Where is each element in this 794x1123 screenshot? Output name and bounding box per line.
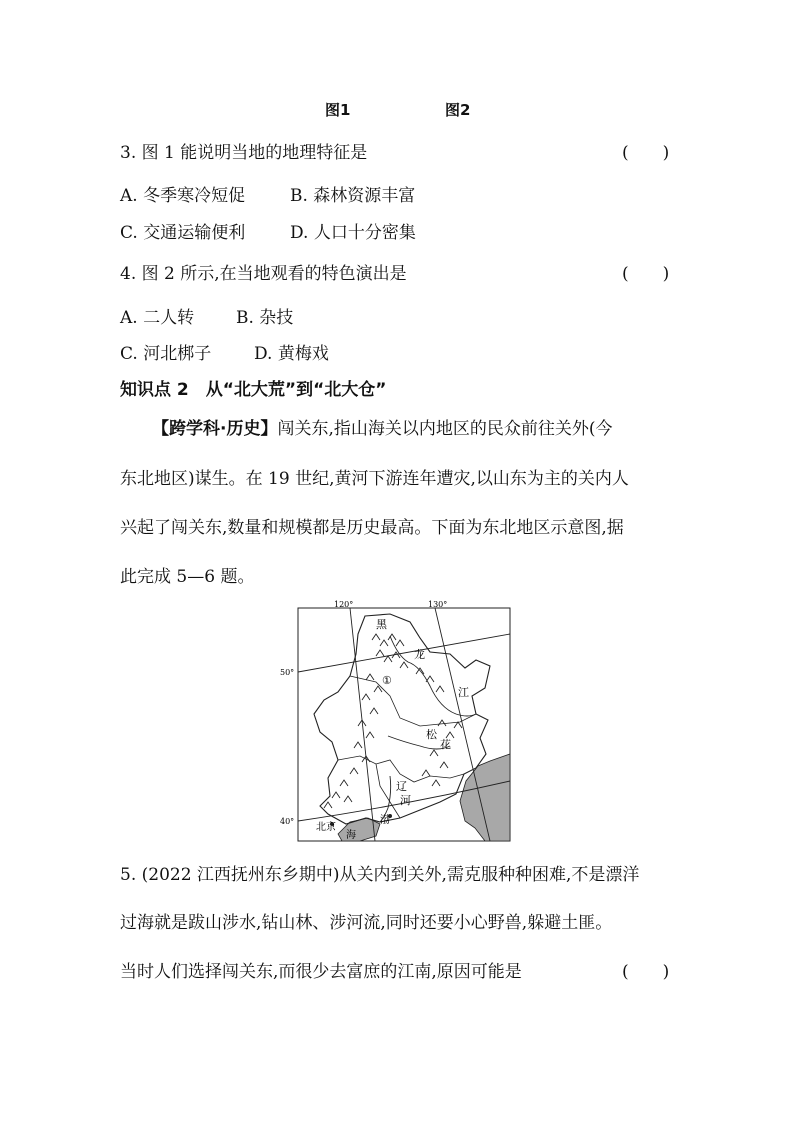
label-bo: 渤: [380, 815, 390, 826]
question-4-answer-blank: ( ): [622, 264, 670, 284]
question-4-option-a: A. 二人转: [120, 308, 195, 328]
figure-2-caption: 图2: [445, 101, 471, 119]
label-hai: 海: [346, 830, 356, 841]
passage-line-3: 兴起了闯关东,数量和规模都是历史最高。下面为东北地区示意图,据: [120, 518, 624, 538]
question-3-option-b: B. 森林资源丰富: [290, 186, 416, 206]
question-4-option-d: D. 黄梅戏: [254, 344, 329, 364]
label-jiang: 江: [458, 686, 469, 699]
marker-circled-1: ①: [382, 674, 392, 687]
question-4-option-b: B. 杂技: [236, 308, 294, 328]
label-long: 龙: [414, 648, 425, 661]
question-4-option-c: C. 河北梆子: [120, 344, 212, 364]
question-5-answer-blank: ( ): [622, 962, 670, 982]
passage-line-4: 此完成 5—6 题。: [120, 567, 255, 587]
figure-1-caption: 图1: [325, 101, 351, 119]
label-song: 松: [426, 728, 437, 741]
passage-line-1-text: 闯关东,指山海关以内地区的民众前往关外(今: [277, 419, 613, 439]
question-3-option-c: C. 交通运输便利: [120, 223, 246, 243]
section-heading: 知识点 2 从“北大荒”到“北大仓”: [120, 380, 387, 400]
label-hei: 黑: [376, 618, 387, 631]
lon-130-label: 130°: [428, 600, 448, 609]
lon-120-label: 120°: [334, 600, 354, 609]
passage-line-1: [152, 414, 613, 439]
label-he: 河: [400, 794, 411, 807]
question-3-answer-blank: ( ): [622, 143, 670, 163]
label-liao: 辽: [396, 780, 407, 793]
label-beijing: 北京: [316, 822, 336, 833]
question-3-option-d: D. 人口十分密集: [290, 223, 416, 243]
label-hua: 花: [440, 738, 451, 751]
question-5-line-3: 当时人们选择闯关东,而很少去富庶的江南,原因可能是: [120, 962, 522, 982]
question-5-line-2: 过海就是跋山涉水,钻山林、涉河流,同时还要小心野兽,躲避土匪。: [120, 913, 613, 933]
question-3-option-a: A. 冬季寒冷短促: [120, 186, 246, 206]
passage-tag: 【跨学科·历史】: [152, 419, 278, 439]
question-3-stem: 3. 图 1 能说明当地的地理特征是: [120, 143, 368, 163]
question-5-line-1: 5. (2022 江西抚州东乡期中)从关内到关外,需克服种种困难,不是漂洋: [120, 865, 640, 885]
lat-50-label: 50°: [280, 668, 295, 677]
question-4-stem: 4. 图 2 所示,在当地观看的特色演出是: [120, 264, 407, 284]
lat-40-label: 40°: [280, 817, 295, 826]
northeast-china-map: [280, 596, 515, 844]
passage-line-2: 东北地区)谋生。在 19 世纪,黄河下游连年遭灾,以山东为主的关内人: [120, 469, 629, 489]
